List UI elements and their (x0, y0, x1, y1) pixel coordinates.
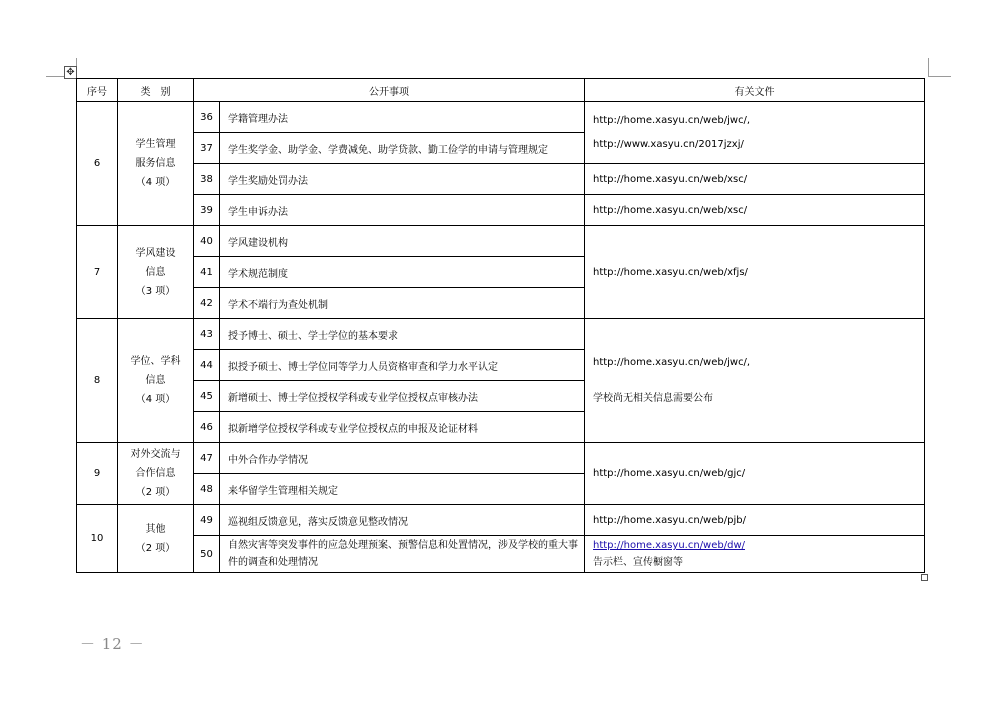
item-text: 学术规范制度 (220, 257, 585, 288)
item-text: 学生申诉办法 (220, 195, 585, 226)
item-text: 自然灾害等突发事件的应急处理预案、预警信息和处置情况，涉及学校的重大事件的调查和处理情况 (220, 536, 585, 573)
file-link[interactable]: http://home.xasyu.cn/web/dw/ (593, 540, 746, 551)
item-number: 47 (194, 443, 220, 474)
item-number: 40 (194, 226, 220, 257)
item-text: 拟新增学位授权学科或专业学位授权点的申报及论证材料 (220, 412, 585, 443)
item-number: 37 (194, 133, 220, 164)
file-cell: http://home.xasyu.cn/web/xsc/ (585, 164, 925, 195)
file-cell: http://home.xasyu.cn/web/gjc/ (585, 443, 925, 505)
item-text: 拟授予硕士、博士学位同等学力人员资格审查和学力水平认定 (220, 350, 585, 381)
table-resize-handle[interactable] (921, 574, 928, 581)
item-text: 来华留学生管理相关规定 (220, 474, 585, 505)
item-text: 巡视组反馈意见，落实反馈意见整改情况 (220, 505, 585, 536)
table-row (77, 226, 925, 257)
item-text: 学籍管理办法 (220, 102, 585, 133)
item-number: 36 (194, 102, 220, 133)
header-no: 序号 (77, 79, 118, 102)
table-row (77, 505, 925, 536)
table-row (77, 195, 925, 226)
table-row (77, 536, 925, 573)
group-no: 10 (77, 505, 118, 573)
item-text: 中外合作办学情况 (220, 443, 585, 474)
group-no: 7 (77, 226, 118, 319)
header-category: 类 别 (118, 79, 194, 102)
group-no: 8 (77, 319, 118, 443)
group-category: 学风建设 信息 （3 项） (118, 226, 194, 319)
item-number: 43 (194, 319, 220, 350)
file-cell: http://home.xasyu.cn/web/jwc/, http://www.xasyu.cn/2017jzxj/ (585, 102, 925, 164)
item-text: 授予博士、硕士、学士学位的基本要求 (220, 319, 585, 350)
header-item: 公开事项 (194, 79, 585, 102)
item-number: 48 (194, 474, 220, 505)
group-category: 对外交流与 合作信息 （2 项） (118, 443, 194, 505)
file-cell: http://home.xasyu.cn/web/jwc/, 学校尚无相关信息需要公布 (585, 319, 925, 443)
item-text: 学术不端行为查处机制 (220, 288, 585, 319)
group-category: 学生管理 服务信息 （4 项） (118, 102, 194, 226)
table-row (77, 102, 925, 133)
item-number: 42 (194, 288, 220, 319)
item-text: 学生奖学金、助学金、学费减免、助学贷款、勤工俭学的申请与管理规定 (220, 133, 585, 164)
item-number: 39 (194, 195, 220, 226)
item-text: 学风建设机构 (220, 226, 585, 257)
page-number: － 12 － (80, 635, 145, 653)
header-files: 有关文件 (585, 79, 925, 102)
group-no: 6 (77, 102, 118, 226)
table-row (77, 443, 925, 474)
disclosure-table (76, 78, 925, 573)
file-cell: http://home.xasyu.cn/web/xsc/ (585, 195, 925, 226)
item-number: 38 (194, 164, 220, 195)
file-cell: http://home.xasyu.cn/web/dw/ 告示栏、宣传橱窗等 (585, 536, 925, 573)
item-number: 45 (194, 381, 220, 412)
item-number: 41 (194, 257, 220, 288)
table-row (77, 164, 925, 195)
item-number: 49 (194, 505, 220, 536)
table-row (77, 319, 925, 350)
margin-corner-mark (928, 58, 951, 77)
item-text: 新增硕士、博士学位授权学科或专业学位授权点审核办法 (220, 381, 585, 412)
item-number: 50 (194, 536, 220, 573)
table-header-row (77, 79, 925, 102)
table-move-handle-icon[interactable]: ✥ (64, 66, 77, 79)
file-cell: http://home.xasyu.cn/web/xfjs/ (585, 226, 925, 319)
item-text: 学生奖励处罚办法 (220, 164, 585, 195)
group-category: 学位、学科 信息 （4 项） (118, 319, 194, 443)
item-number: 44 (194, 350, 220, 381)
group-category: 其他 （2 项） (118, 505, 194, 573)
item-number: 46 (194, 412, 220, 443)
group-no: 9 (77, 443, 118, 505)
file-cell: http://home.xasyu.cn/web/pjb/ (585, 505, 925, 536)
